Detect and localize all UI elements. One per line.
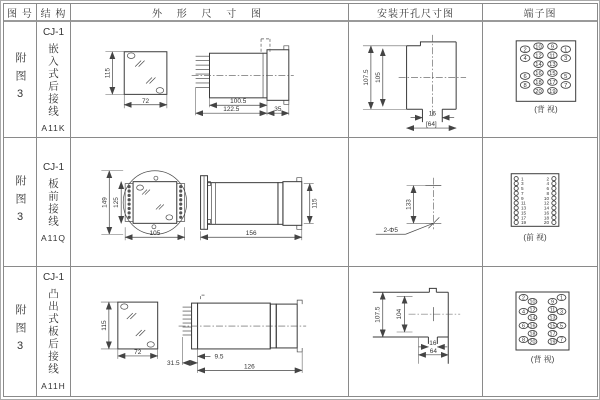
terminal-number: 2 — [523, 47, 527, 54]
structure-description: 凸出式板后接线 — [47, 288, 59, 376]
terminal-number: 14 — [529, 315, 536, 322]
terminal-circle — [514, 206, 518, 210]
header-mounting — [349, 4, 483, 22]
terminal-number: 3 — [564, 56, 568, 63]
model-name: CJ-1 — [42, 26, 65, 38]
terminal-number: 6 — [522, 323, 525, 330]
header-structure — [37, 4, 71, 22]
terminal-number: 10 — [535, 44, 542, 51]
model-code: A11Q — [40, 232, 67, 243]
terminal-number: 20 — [535, 88, 542, 95]
dim-pin-length: 31.5 — [167, 359, 180, 367]
terminal-caption: (背 视) — [534, 105, 558, 115]
terminal-number: 19 — [549, 339, 556, 346]
terminal-number: 6 — [523, 74, 527, 81]
model-name: CJ-1 — [42, 272, 65, 284]
terminal-number: 10 — [543, 195, 550, 201]
terminal-caption: (前 视) — [523, 233, 547, 243]
terminal-number: 16 — [543, 210, 550, 216]
structure-description: 嵌入式后接线 — [47, 42, 59, 118]
terminal-diagram-front-a11q — [483, 138, 597, 266]
dim-front-width: 72 — [141, 97, 150, 105]
terminal-number: 2 — [546, 176, 550, 182]
header-terminal — [483, 4, 597, 22]
header-terminal-label: 端子图 — [523, 8, 557, 20]
hole-note: 2-Φ5 — [383, 226, 398, 234]
terminal-number: 5 — [560, 323, 563, 330]
dim-inset: 9.5 — [214, 353, 224, 361]
terminal-number: 1 — [520, 176, 524, 182]
cell-r1-figure — [4, 22, 37, 138]
dim-mount-v2: 104 — [396, 308, 404, 320]
terminal-number: 4 — [523, 56, 527, 63]
cell-r1-structure — [37, 22, 71, 138]
header-figure-label: 图 号 — [7, 8, 33, 20]
model-code: A11H — [41, 380, 66, 391]
terminal-circle — [552, 186, 556, 190]
terminal-number: 2 — [522, 295, 525, 302]
cell-r3-terminal — [483, 267, 597, 396]
terminal-circle — [552, 211, 556, 215]
terminal-number: 14 — [543, 205, 550, 211]
header-mounting-label: 安装开孔尺寸图 — [377, 8, 454, 20]
dim-front-h1: 149 — [101, 197, 109, 208]
terminal-number: 5 — [520, 186, 524, 192]
terminal-number: 19 — [549, 88, 556, 95]
terminal-number: 8 — [523, 83, 527, 90]
header-outline — [71, 4, 349, 22]
terminal-number: 20 — [543, 220, 550, 226]
mounting-drawing-a11q — [349, 138, 482, 266]
terminal-number: 7 — [564, 83, 568, 90]
terminal-number: 5 — [564, 74, 568, 81]
dim-mount-v2: 105 — [374, 72, 382, 83]
dim-total-length: 122.5 — [223, 106, 240, 114]
terminal-circle — [552, 196, 556, 200]
terminal-number: 17 — [520, 215, 527, 221]
header-figure — [4, 4, 37, 22]
cell-r3-outline — [71, 267, 349, 396]
terminal-circle — [552, 206, 556, 210]
dim-hole-spacing: 133 — [405, 199, 413, 210]
dim-mount-v1: 107.5 — [362, 69, 370, 86]
mounting-drawing-a11k — [349, 22, 482, 137]
terminal-circle — [514, 201, 518, 205]
terminal-number: 9 — [551, 299, 554, 306]
terminal-circle — [552, 220, 556, 224]
terminal-number: 10 — [529, 299, 536, 306]
cell-r1-terminal — [483, 22, 597, 138]
outline-drawing-a11q — [71, 138, 348, 266]
dim-front-width: 105 — [149, 230, 161, 238]
terminal-circle — [514, 196, 518, 200]
dimension-table — [3, 3, 598, 397]
cell-r1-outline — [71, 22, 349, 138]
header-structure-label: 结 构 — [40, 8, 67, 20]
terminal-circle — [552, 201, 556, 205]
dim-mount-w2: 64 — [429, 347, 437, 355]
terminal-diagram-back-a11k — [483, 22, 597, 137]
terminal-number: 1 — [564, 47, 568, 54]
terminal-number: 18 — [535, 80, 542, 87]
dim-total-length: 126 — [243, 363, 255, 371]
dim-mount-w1: 16 — [429, 339, 437, 347]
terminal-number: 14 — [535, 62, 542, 69]
terminal-number: 18 — [543, 215, 550, 221]
terminal-circle — [552, 181, 556, 185]
terminal-circle — [552, 177, 556, 181]
cell-r3-structure — [37, 267, 71, 396]
terminal-number: 3 — [560, 309, 563, 316]
figure-number: 附图3 — [14, 304, 26, 359]
terminal-number: 15 — [549, 323, 556, 330]
model-code: A11K — [41, 122, 66, 133]
terminal-number: 9 — [550, 44, 554, 51]
cell-r2-structure — [37, 138, 71, 267]
cell-r2-mounting — [349, 138, 483, 267]
cell-r1-mounting — [349, 22, 483, 138]
terminal-circle — [552, 215, 556, 219]
dim-mount-v1: 107.5 — [374, 306, 382, 323]
cell-r3-figure — [4, 267, 37, 396]
terminal-circle — [514, 215, 518, 219]
terminal-number: 6 — [546, 186, 550, 192]
figure-number: 附图3 — [14, 52, 26, 107]
outline-drawing-a11h — [71, 267, 348, 396]
terminal-number: 7 — [560, 337, 563, 344]
terminal-number: 15 — [549, 71, 556, 78]
terminal-number: 1 — [560, 295, 563, 302]
terminal-circle — [514, 186, 518, 190]
dim-mount-w1: 16 — [428, 110, 436, 118]
terminal-number: 9 — [520, 195, 524, 201]
terminal-caption: (背 视) — [530, 355, 555, 364]
terminal-number: 4 — [546, 181, 550, 187]
dim-front-width: 72 — [134, 348, 142, 356]
terminal-number: 11 — [549, 53, 556, 60]
terminal-number: 13 — [549, 315, 556, 322]
terminal-circle — [514, 191, 518, 195]
figure-number: 附图3 — [14, 174, 26, 230]
terminal-number: 12 — [543, 200, 550, 206]
header-outline-label: 外 形 尺 寸 图 — [151, 8, 268, 20]
terminal-number: 8 — [522, 337, 525, 344]
terminal-diagram-back-a11h — [483, 267, 597, 396]
terminal-number: 17 — [549, 80, 556, 87]
terminal-number: 12 — [529, 307, 536, 314]
terminal-number: 16 — [529, 323, 536, 330]
outline-drawing-a11k — [71, 22, 348, 137]
dim-side-height: 115 — [311, 198, 319, 209]
terminal-number: 13 — [520, 205, 527, 211]
terminal-number: 4 — [522, 309, 525, 316]
dim-flange-depth: 35 — [274, 106, 282, 114]
structure-description: 板前接线 — [47, 177, 59, 228]
dim-front-h2: 125 — [113, 197, 121, 208]
terminal-circle — [514, 181, 518, 185]
terminal-number: 19 — [520, 220, 527, 226]
terminal-number: 20 — [529, 339, 536, 346]
terminal-number: 15 — [520, 210, 527, 216]
dim-body-length: 100.5 — [230, 97, 247, 105]
terminal-number: 16 — [535, 71, 542, 78]
terminal-number: 18 — [529, 331, 536, 338]
pin-comb — [196, 56, 210, 87]
dim-front-height: 115 — [104, 67, 112, 79]
terminal-circle — [514, 211, 518, 215]
dim-side-length: 156 — [245, 230, 257, 238]
terminal-number: 12 — [535, 53, 542, 60]
cell-r2-figure — [4, 138, 37, 267]
terminal-circle — [552, 191, 556, 195]
terminal-number: 11 — [549, 307, 556, 314]
terminal-circle — [514, 220, 518, 224]
pin-comb — [183, 307, 192, 335]
terminal-number: 13 — [549, 62, 556, 69]
dim-front-height: 115 — [100, 320, 108, 331]
terminal-number: 7 — [520, 190, 524, 196]
terminal-number: 17 — [549, 331, 556, 338]
terminal-number: 3 — [520, 181, 524, 187]
model-name: CJ-1 — [42, 161, 65, 173]
dim-mount-w2: [64] — [425, 121, 437, 129]
terminal-number: 8 — [546, 190, 550, 196]
mounting-drawing-a11h — [349, 267, 482, 396]
terminal-number: 11 — [520, 200, 526, 206]
terminal-circle — [514, 177, 518, 181]
cell-r2-outline — [71, 138, 349, 267]
cell-r2-terminal — [483, 138, 597, 267]
cell-r3-mounting — [349, 267, 483, 396]
